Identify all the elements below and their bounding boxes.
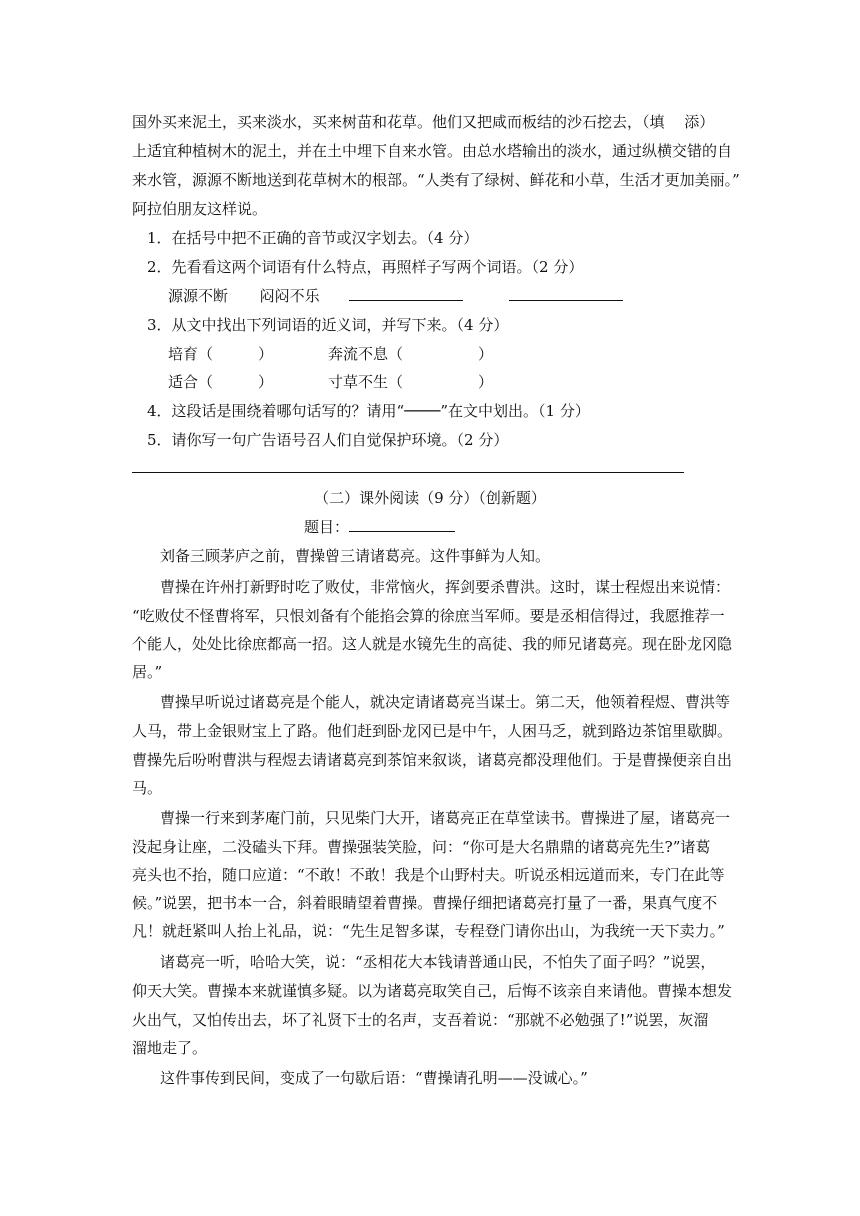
passage2-line: 火出气，又怕传出去，坏了礼贤下士的名声，支吾着说：“那就不必勉强了!”说罢，灰溜: [132, 1011, 709, 1029]
passage2-line: 居。”: [132, 663, 163, 681]
passage2-line: 没起身让座，二没磕头下拜。曹操强装笑脸，问：“你可是大名鼎鼎的诸葛亮先生?”诸葛: [132, 838, 711, 856]
passage2-line: 刘备三顾茅庐之前，曹操曾三请诸葛亮。这件事鲜为人知。: [160, 547, 551, 565]
question-4: 4．这段话是围绕着哪句话写的？请用“────”在文中划出。（1 分）: [147, 402, 590, 420]
question-2: 2．先看看这两个词语有什么特点，再照样子写两个词语。（2 分）: [147, 258, 584, 276]
passage1-line: 来水管，源源不断地送到花草树木的根部。“人类有了绿树、鲜花和小草，生活才更加美丽。”: [132, 171, 740, 189]
passage2-line: 候。”说罢，把书本一合，斜着眼睛望着曹操。曹操仔细把诸葛亮打量了一番，果真气度不: [132, 894, 718, 912]
passage2-line: 曹操一行来到茅庵门前，只见柴门大开，诸葛亮正在草堂读书。曹操进了屋，诸葛亮一: [160, 809, 731, 827]
question-3: 3．从文中找出下列词语的近义词，并写下来。（4 分）: [147, 316, 509, 334]
passage2-line: 曹操先后吩咐曹洪与程煜去请诸葛亮到茶馆来叙谈，诸葛亮都没理他们。于是曹操便亲自出: [132, 751, 733, 769]
question-5: 5．请你写一句广告语号召人们自觉保护环境。（2 分）: [147, 431, 509, 449]
answer-line[interactable]: [132, 472, 684, 473]
passage2-line: 人马，带上金银财宝上了路。他们赶到卧龙冈已是中午，人困马乏，就到路边茶馆里歇脚。: [132, 722, 733, 740]
example-word: 源源不断: [168, 287, 229, 305]
passage2-line: 亮头也不抬，随口应道：“不敢！不敢！我是个山野村夫。听说丞相远道而来，专门在此等: [132, 866, 725, 884]
question-1: 1．在括号中把不正确的音节或汉字划去。（4 分）: [147, 229, 479, 247]
passage2-line: “吃败仗不怪曹将军，只恨刘备有个能掐会算的徐庶当军师。要是丞相信得过，我愿推荐一: [132, 607, 725, 625]
passage1-line: 阿拉伯朋友这样说。: [132, 200, 268, 218]
passage2-line: 凡！就赶紧叫人抬上礼品，说：“先生足智多谋，专程登门请你出山，为我统一天下卖力。”: [132, 922, 725, 940]
passage1-line: 国外买来泥土，买来淡水，买来树苗和花草。他们又把咸而板结的沙石挖去，（填 添）: [132, 113, 715, 131]
passage2-line: 个能人，处处比徐庶都高一招。这人就是水镜先生的高徒、我的师兄诸葛亮。现在卧龙冈隐: [132, 635, 733, 653]
question-2-examples: [168, 286, 623, 306]
passage1-line: 上适宜种植树木的泥土，并在土中埋下自来水管。由总水塔输出的淡水，通过纵横交错的自: [132, 142, 733, 160]
passage2-line: 溜地走了。: [132, 1039, 208, 1057]
title-label: 题目：: [304, 518, 350, 536]
title-blank[interactable]: [349, 517, 455, 532]
section-heading: （二）课外阅读（9 分）（创新题）: [314, 489, 546, 507]
answer-blank[interactable]: [509, 286, 623, 301]
synonym-item[interactable]: 适合（ ）: [168, 373, 274, 391]
passage2-line: 曹操早听说过诸葛亮是个能人，就决定请诸葛亮当谋士。第二天，他领着程煜、曹洪等: [160, 693, 731, 711]
answer-blank[interactable]: [349, 286, 463, 301]
title-field: [304, 517, 455, 537]
passage2-line: 曹操在许州打新野时吃了败仗，非常恼火，挥剑要杀曹洪。这时，谋士程煜出来说情：: [160, 578, 731, 596]
passage2-line: 马。: [132, 779, 163, 797]
synonym-item[interactable]: 寸草不生（ ）: [328, 373, 494, 391]
example-word: 闷闷不乐: [259, 287, 320, 305]
synonym-item[interactable]: 奔流不息（ ）: [328, 345, 494, 363]
synonym-item[interactable]: 培育（ ）: [168, 345, 274, 363]
passage2-line: 这件事传到民间，变成了一句歇后语：“曹操请孔明——没诚心。”: [160, 1069, 588, 1087]
passage2-line: 仰天大笑。曹操本来就谨慎多疑。以为诸葛亮取笑自己，后悔不该亲自来请他。曹操本想发: [132, 982, 733, 1000]
passage2-line: 诸葛亮一听，哈哈大笑，说：“丞相花大本钱请普通山民，不怕失了面子吗？”说罢，: [160, 953, 716, 971]
